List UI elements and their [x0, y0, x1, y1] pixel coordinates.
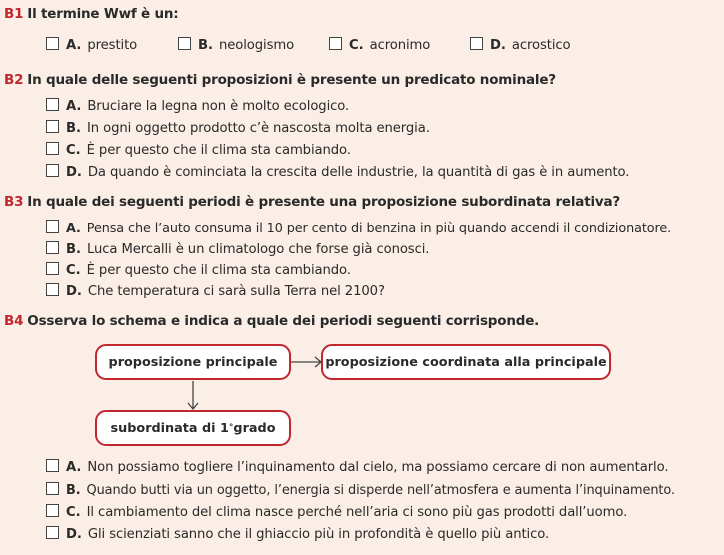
checkbox[interactable]: [46, 37, 59, 50]
question-text: Osserva lo schema e indica a quale dei periodi seguenti corrisponde.: [27, 313, 540, 329]
question-text: In quale delle seguenti proposizioni è presente un predicato nominale?: [27, 72, 556, 88]
question-number: B2: [4, 72, 24, 88]
checkbox[interactable]: [46, 164, 59, 177]
option-text: Da quando è cominciata la crescita delle industrie, la quantità di gas è in aumento.: [87, 165, 630, 180]
option-letter: D.: [66, 527, 82, 542]
option-letter: A.: [66, 99, 82, 114]
option-text: In ogni oggetto prodotto c’è nascosta molta energia.: [86, 121, 430, 136]
option-letter: A.: [66, 221, 81, 236]
node-coordinate: proposizione coordinata alla principale: [321, 344, 611, 380]
option-text: È per questo che il clima sta cambiando.: [86, 263, 351, 278]
b2-option-a[interactable]: [46, 98, 349, 114]
checkbox[interactable]: [46, 241, 59, 254]
option-text: Quando butti via un oggetto, l’energia si disperde nell’atmosfera e aumenta l’inquinamento.: [86, 483, 675, 498]
checkbox[interactable]: [46, 262, 59, 275]
question-b3: [4, 194, 620, 210]
b3-option-c[interactable]: [46, 262, 351, 278]
b1-option-a[interactable]: [46, 37, 137, 53]
b1-option-d[interactable]: [470, 37, 571, 53]
node-principal: proposizione principale: [95, 344, 291, 380]
option-text: acrostico: [511, 38, 571, 53]
checkbox[interactable]: [46, 98, 59, 111]
option-letter: B.: [198, 38, 213, 53]
checkbox[interactable]: [46, 220, 59, 233]
question-number: B1: [4, 6, 24, 22]
option-text: prestito: [87, 38, 138, 53]
option-letter: C.: [349, 38, 364, 53]
option-letter: A.: [66, 38, 82, 53]
option-text: È per questo che il clima sta cambiando.: [86, 143, 351, 158]
question-b2: [4, 72, 556, 88]
arrow-down-icon: [186, 381, 200, 410]
question-text: In quale dei seguenti periodi è presente una proposizione subordinata relativa?: [27, 194, 621, 210]
option-letter: D.: [490, 38, 506, 53]
question-text: Il termine Wwf è un:: [27, 6, 179, 22]
option-text: Luca Mercalli è un climatologo che forse già conosci.: [86, 242, 430, 257]
b4-option-a[interactable]: [46, 459, 668, 475]
subordinate-suffix: grado: [233, 420, 276, 436]
b1-option-b[interactable]: [178, 37, 294, 53]
option-text: Pensa che l’auto consuma il 10 per cento di benzina in più quando accendi il condizionatore.: [86, 221, 672, 236]
option-text: neologismo: [218, 38, 295, 53]
b2-option-b[interactable]: [46, 120, 430, 136]
checkbox[interactable]: [178, 37, 191, 50]
option-text: acronimo: [369, 38, 431, 53]
question-number: B3: [4, 194, 24, 210]
checkbox[interactable]: [46, 120, 59, 133]
option-letter: A.: [66, 460, 82, 475]
checkbox[interactable]: [46, 283, 59, 296]
option-letter: B.: [66, 483, 81, 498]
checkbox[interactable]: [46, 459, 59, 472]
checkbox[interactable]: [46, 526, 59, 539]
question-number: B4: [4, 313, 24, 329]
option-letter: B.: [66, 121, 81, 136]
b4-option-c[interactable]: [46, 504, 627, 520]
degree-mark: °: [228, 423, 234, 433]
b3-option-d[interactable]: [46, 283, 385, 299]
checkbox[interactable]: [46, 482, 59, 495]
option-text: Bruciare la legna non è molto ecologico.: [87, 99, 350, 114]
option-text: Che temperatura ci sarà sulla Terra nel 2100?: [87, 284, 385, 299]
option-letter: C.: [66, 143, 81, 158]
checkbox[interactable]: [329, 37, 342, 50]
b1-option-c[interactable]: [329, 37, 430, 53]
b4-option-d[interactable]: [46, 526, 549, 542]
b3-option-a[interactable]: [46, 220, 671, 236]
checkbox[interactable]: [470, 37, 483, 50]
b4-option-b[interactable]: [46, 482, 675, 498]
option-text: Gli scienziati sanno che il ghiaccio più in profondità è quello più antico.: [87, 527, 550, 542]
question-b4: [4, 313, 539, 329]
option-text: Non possiamo togliere l’inquinamento dal cielo, ma possiamo cercare di non aumentarlo.: [87, 460, 669, 475]
option-letter: D.: [66, 284, 82, 299]
b2-option-c[interactable]: [46, 142, 351, 158]
option-letter: C.: [66, 505, 81, 520]
question-b1: [4, 6, 179, 22]
arrow-right-icon: [291, 355, 323, 369]
subordinate-prefix: subordinata di 1: [110, 420, 229, 436]
b2-option-d[interactable]: [46, 164, 629, 180]
node-subordinate: [95, 410, 291, 446]
checkbox[interactable]: [46, 504, 59, 517]
b3-option-b[interactable]: [46, 241, 429, 257]
checkbox[interactable]: [46, 142, 59, 155]
option-text: Il cambiamento del clima nasce perché nell’aria ci sono più gas prodotti dall’uomo.: [86, 505, 628, 520]
option-letter: C.: [66, 263, 81, 278]
option-letter: B.: [66, 242, 81, 257]
option-letter: D.: [66, 165, 82, 180]
